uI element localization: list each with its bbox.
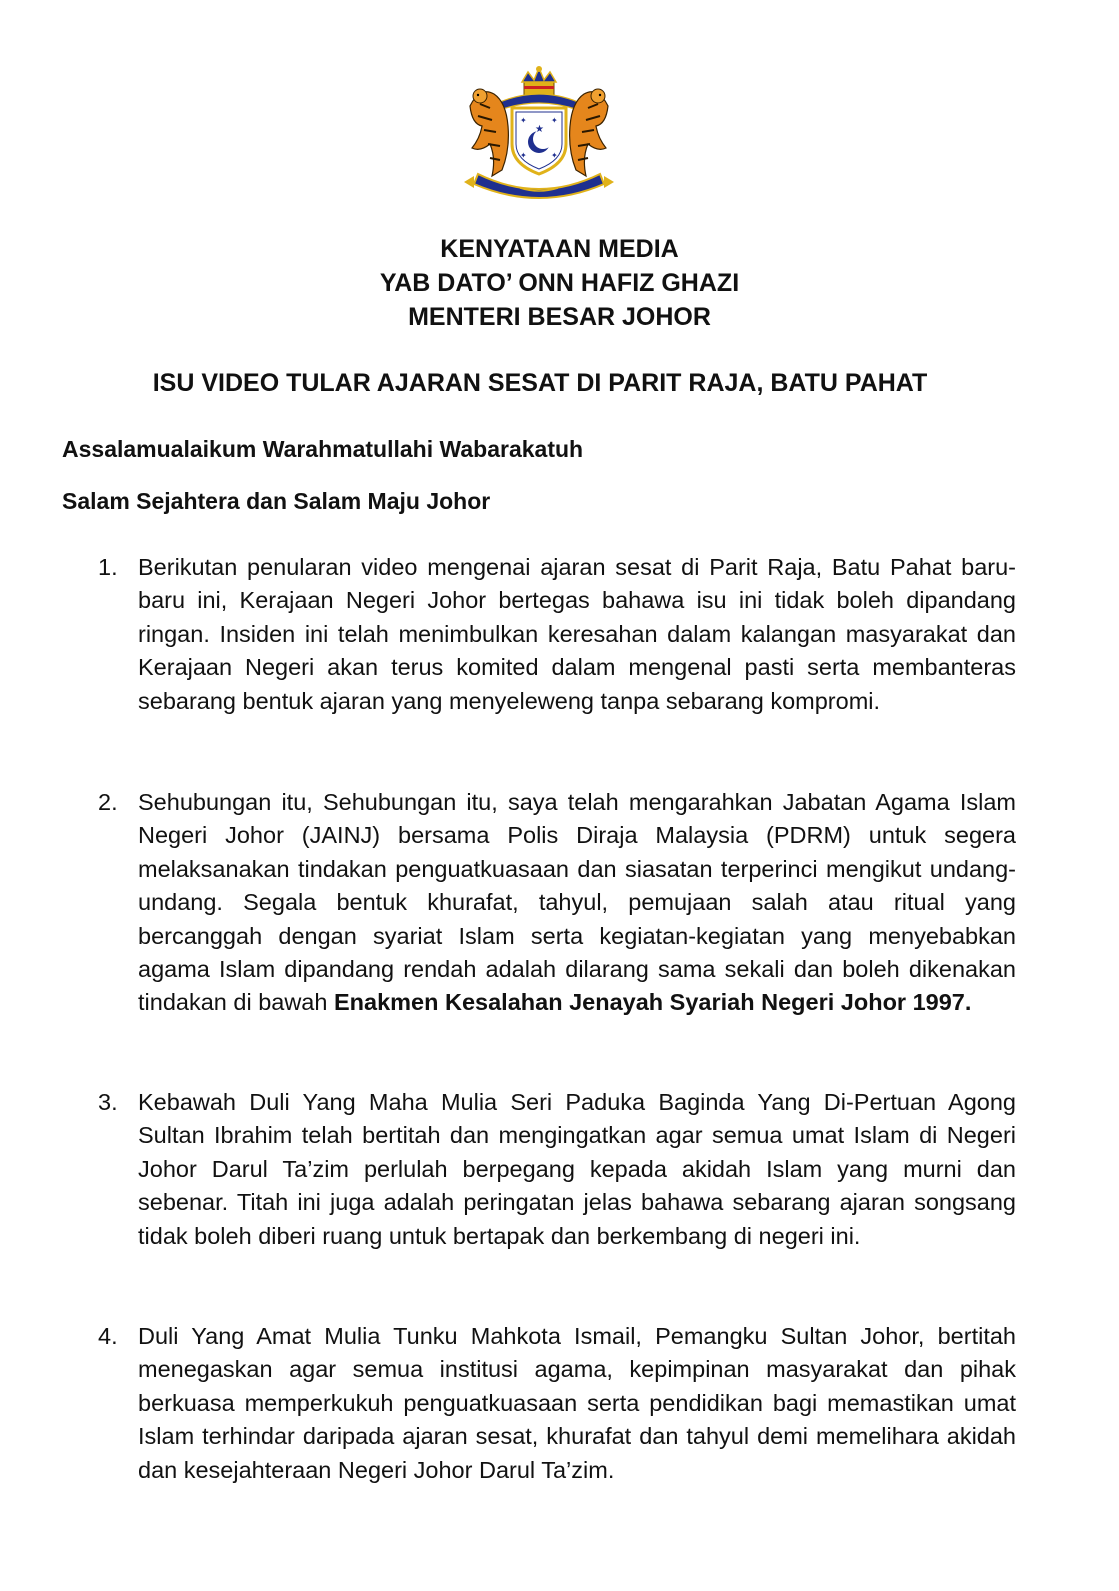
svg-text:★: ★ [535, 124, 544, 135]
greeting-line-2: Salam Sejahtera dan Salam Maju Johor [62, 488, 491, 514]
paragraph-text [138, 786, 1016, 1020]
heading-name: YAB DATO’ ONN HAFIZ GHAZI [379, 269, 740, 297]
shield-icon [512, 108, 566, 174]
svg-text:✦: ✦ [520, 116, 527, 125]
paragraph-number: 3. [98, 1089, 118, 1115]
statement-subject: ISU VIDEO TULAR AJARAN SESAT DI PARIT RAJA, BATU PAHAT [152, 369, 928, 397]
paragraph-text-main: Sehubungan itu, Sehubungan itu, saya telah mengarahkan Jabatan Agama Islam Negeri Johor (JAINJ) bersama Polis Diraja Malaysia (PDRM) untuk segera melaksanakan tindakan penguatkuasaan dan siasatan terperinci mengikut undang-undang. Segala bentuk khurafat, tahyul, pemujaan salah atau ritual yang bercanggah dengan syariat Islam serta kegiatan-kegiatan yang menyebabkan agama Islam dipandang rendah adalah dilarang sama sekali dan boleh dikenakan tindakan di bawah [138, 789, 1016, 1016]
johor-coat-of-arms-icon [450, 66, 628, 200]
paragraph-1 [98, 551, 1016, 718]
paragraph-text: Kebawah Duli Yang Maha Mulia Seri Paduka Baginda Yang Di-Pertuan Agong Sultan Ibrahim telah bertitah dan mengingatkan agar semua umat Islam di Negeri Johor Darul Ta’zim perlulah berpegang kepada akidah Islam yang murni dan sebenar. Titah ini juga adalah peringatan jelas bahawa sebarang ajaran songsang tidak boleh diberi ruang untuk bertapak dan berkembang di negeri ini. [138, 1089, 1016, 1249]
paragraph-number: 4. [98, 1323, 118, 1349]
svg-text:✦: ✦ [520, 151, 527, 160]
enactment-reference: Enakmen Kesalahan Jenayah Syariah Negeri Johor 1997. [333, 989, 972, 1016]
greeting-line-1: Assalamualaikum Warahmatullahi Wabarakatuh [62, 436, 584, 462]
svg-text:✦: ✦ [551, 116, 558, 125]
paragraph-3 [98, 1086, 1016, 1253]
paragraph-2 [98, 786, 1016, 1020]
statement-heading [0, 232, 1119, 334]
ribbon-icon [464, 174, 614, 198]
paragraph-number: 2. [98, 789, 118, 815]
heading-position: MENTERI BESAR JOHOR [408, 303, 711, 331]
paragraph-4 [98, 1320, 1016, 1487]
paragraph-text: Duli Yang Amat Mulia Tunku Mahkota Ismail, Pemangku Sultan Johor, bertitah menegaskan agar semua institusi agama, kepimpinan masyarakat dan pihak berkuasa memperkukuh penguatkuasaan serta pendidikan bagi memastikan umat Islam terhindar daripada ajaran sesat, khurafat dan tahyul demi memelihara akidah dan kesejahteraan Negeri Johor Darul Ta’zim. [138, 1323, 1016, 1483]
crown-icon [522, 66, 556, 96]
paragraph-text: Berikutan penularan video mengenai ajaran sesat di Parit Raja, Batu Pahat baru-baru ini, Kerajaan Negeri Johor bertegas bahawa isu ini tidak boleh dipandang ringan. Insiden ini telah menimbulkan keresahan dalam kalangan masyarakat dan Kerajaan Negeri akan terus komited dalam mengenal pasti serta membanteras sebarang bentuk ajaran yang menyeleweng tanpa sebarang kompromi. [138, 554, 1016, 714]
paragraph-number: 1. [98, 554, 118, 580]
heading-title: KENYATAAN MEDIA [440, 235, 679, 263]
svg-text:✦: ✦ [551, 151, 558, 160]
